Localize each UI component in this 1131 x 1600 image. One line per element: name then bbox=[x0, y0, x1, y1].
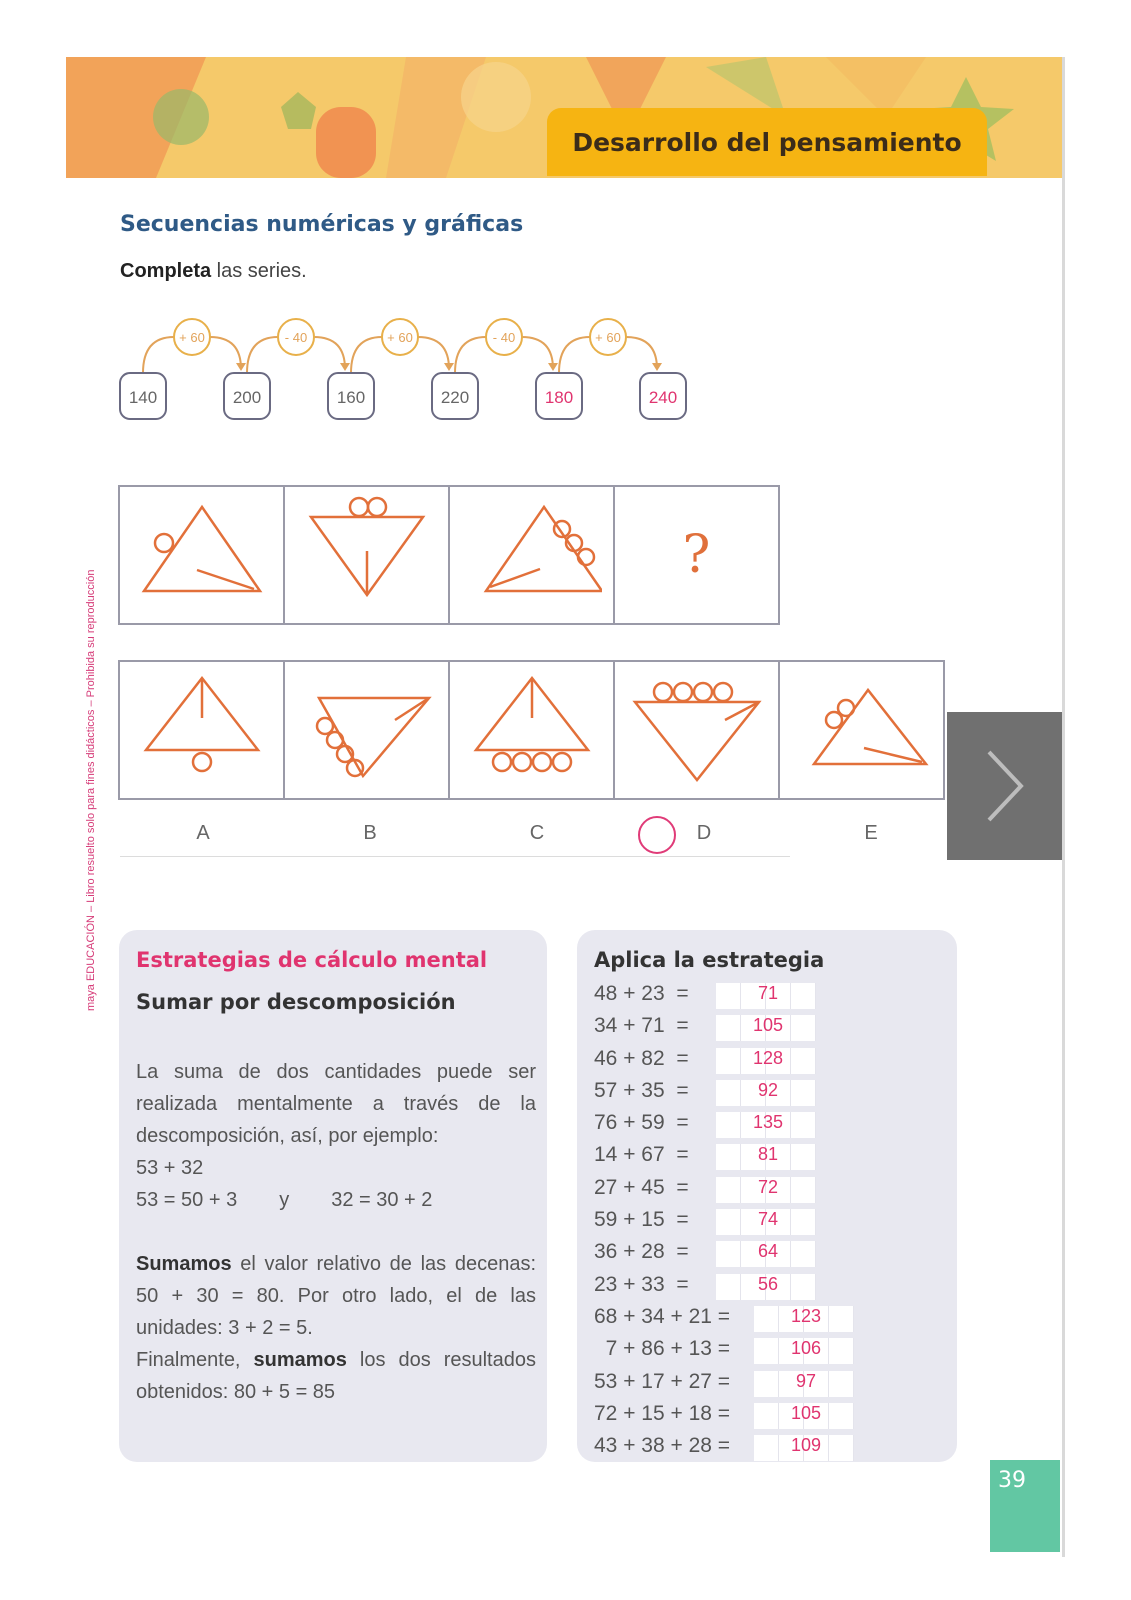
triangle-two-circles-icon bbox=[792, 670, 932, 790]
sequence-number-2 bbox=[224, 373, 270, 419]
apply-row bbox=[594, 1400, 954, 1432]
triangle-four-circles-icon bbox=[462, 670, 602, 790]
p2-bold: Sumamos bbox=[136, 1253, 232, 1275]
sequence-number-text: 140 bbox=[128, 388, 158, 407]
option-label-c: C bbox=[529, 822, 545, 844]
apply-expression: 53 + 17 + 27 = bbox=[594, 1369, 731, 1393]
option-b[interactable] bbox=[283, 660, 450, 800]
strategy-title: Estrategias de cálculo mental bbox=[136, 948, 488, 972]
sequence-number-text: 160 bbox=[336, 388, 366, 407]
apply-expression: 23 + 33 = bbox=[594, 1272, 689, 1296]
divider bbox=[120, 856, 790, 857]
inverted-triangle-four-circles-icon bbox=[627, 670, 767, 790]
series-cell-missing bbox=[613, 485, 780, 625]
inverted-triangle-two-circles-icon bbox=[297, 495, 437, 615]
strategy-paragraph-2 bbox=[136, 1248, 536, 1344]
answer-value: 106 bbox=[790, 1338, 822, 1359]
page-number: 39 bbox=[990, 1460, 1060, 1552]
apply-title: Aplica la estrategia bbox=[594, 948, 825, 972]
triangle-one-circle-icon bbox=[132, 495, 272, 615]
operation-text-3: + 60 bbox=[387, 330, 413, 345]
arrowhead-icon bbox=[444, 363, 454, 371]
apply-expression: 27 + 45 = bbox=[594, 1175, 689, 1199]
apply-expression: 68 + 34 + 21 = bbox=[594, 1304, 731, 1328]
apply-expression: 59 + 15 = bbox=[594, 1208, 689, 1232]
apply-expression: 76 + 59 = bbox=[594, 1111, 689, 1135]
operation-text-1: + 60 bbox=[179, 330, 205, 345]
apply-row bbox=[594, 1012, 954, 1044]
option-labels bbox=[120, 822, 960, 858]
options-row bbox=[118, 660, 943, 800]
apply-row bbox=[594, 1432, 954, 1464]
apply-row bbox=[594, 1045, 954, 1077]
side-copyright-text: maya EDUCACIÓN – Libro resuelto solo para fines didácticos – Prohibida su reproducción bbox=[85, 569, 97, 1011]
question-mark: ? bbox=[682, 525, 711, 585]
apply-expression: 57 + 35 = bbox=[594, 1078, 689, 1102]
sequence-number-3 bbox=[328, 373, 374, 419]
p3-bold: sumamos bbox=[253, 1349, 347, 1371]
apply-row bbox=[594, 1238, 954, 1270]
apply-expression: 34 + 71 = bbox=[594, 1014, 689, 1038]
series-cell-1 bbox=[118, 485, 285, 625]
series-cell-3 bbox=[448, 485, 615, 625]
instruction-verb: Completa bbox=[120, 260, 212, 282]
answer-value: 64 bbox=[757, 1241, 779, 1262]
triangle-three-circles-icon bbox=[462, 495, 602, 615]
sequence-number-text: 180 bbox=[544, 388, 574, 407]
apply-row bbox=[594, 1174, 954, 1206]
sequence-number-text: 240 bbox=[648, 388, 678, 407]
answer-value: 72 bbox=[757, 1176, 779, 1197]
p2-rest: el valor relativo de las decenas: 50 + 30 = 80. Por otro lado, el de las unidades: 3 + 2 = 5. bbox=[136, 1253, 536, 1339]
answer-value: 92 bbox=[757, 1079, 779, 1100]
option-a[interactable] bbox=[118, 660, 285, 800]
answer-value: 56 bbox=[757, 1273, 779, 1294]
apply-row bbox=[594, 1335, 954, 1367]
strategy-paragraph-3 bbox=[136, 1344, 536, 1408]
apply-expression: 43 + 38 + 28 = bbox=[594, 1434, 731, 1458]
section-title: Secuencias numéricas y gráficas bbox=[120, 212, 524, 237]
strategy-subtitle: Sumar por descomposición bbox=[136, 990, 456, 1014]
answer-value: 123 bbox=[790, 1305, 822, 1326]
option-c[interactable] bbox=[448, 660, 615, 800]
apply-expression: 72 + 15 + 18 = bbox=[594, 1401, 731, 1425]
option-label-b: B bbox=[363, 822, 377, 844]
chevron-right-icon bbox=[983, 746, 1027, 826]
instruction-rest: las series. bbox=[211, 260, 307, 282]
apply-row bbox=[594, 1206, 954, 1238]
apply-expression: 46 + 82 = bbox=[594, 1046, 689, 1070]
example-2-part-a: 53 = 50 + 3 bbox=[136, 1189, 238, 1211]
instruction bbox=[120, 260, 307, 283]
sequence-number-text: 200 bbox=[232, 388, 262, 407]
arrowhead-icon bbox=[236, 363, 246, 371]
answer-value: 128 bbox=[752, 1047, 784, 1068]
next-page-button[interactable] bbox=[947, 712, 1062, 860]
strategy-example-2 bbox=[136, 1184, 536, 1216]
operation-text-5: + 60 bbox=[595, 330, 621, 345]
apply-expression: 7 + 86 + 13 = bbox=[594, 1337, 731, 1361]
series-cell-2 bbox=[283, 485, 450, 625]
apply-row bbox=[594, 980, 954, 1012]
graphic-series-row bbox=[118, 485, 778, 625]
sequence-number-4 bbox=[432, 373, 478, 419]
example-2-part-b: y bbox=[279, 1189, 290, 1211]
apply-expression: 36 + 28 = bbox=[594, 1240, 689, 1264]
answer-value: 135 bbox=[752, 1112, 784, 1133]
answer-value: 71 bbox=[757, 983, 779, 1003]
operation-text-2: - 40 bbox=[284, 330, 308, 345]
apply-row bbox=[594, 1141, 954, 1173]
number-sequence bbox=[110, 315, 710, 435]
option-label-a: A bbox=[196, 822, 210, 844]
option-d[interactable] bbox=[613, 660, 780, 800]
apply-row bbox=[594, 1271, 954, 1303]
selected-answer-circle bbox=[638, 816, 676, 854]
answer-value: 81 bbox=[757, 1144, 779, 1165]
arrowhead-icon bbox=[340, 363, 350, 371]
answer-value: 97 bbox=[795, 1370, 817, 1391]
answer-value: 74 bbox=[757, 1209, 779, 1230]
p3-pre: Finalmente, bbox=[136, 1349, 254, 1371]
strategy-example-1: 53 + 32 bbox=[136, 1157, 204, 1179]
strategy-paragraph-1: La suma de dos cantidades puede ser realizada mentalmente a través de la descomposición, así, por ejemplo: bbox=[136, 1061, 536, 1147]
option-e[interactable] bbox=[778, 660, 945, 800]
apply-row bbox=[594, 1077, 954, 1109]
arrowhead-icon bbox=[548, 363, 558, 371]
answer-value: 105 bbox=[752, 1015, 784, 1036]
example-2-part-c: 32 = 30 + 2 bbox=[331, 1189, 433, 1211]
apply-expression: 14 + 67 = bbox=[594, 1143, 689, 1167]
sequence-number-6[interactable] bbox=[640, 373, 686, 419]
apply-rows bbox=[594, 980, 954, 1464]
answer-value: 105 bbox=[790, 1402, 822, 1423]
option-label-e: E bbox=[864, 822, 878, 844]
option-label-d: D bbox=[696, 822, 712, 844]
apply-row bbox=[594, 1368, 954, 1400]
p3-rest: los dos resultados obtenidos: 80 + 5 = 85 bbox=[136, 1349, 536, 1403]
triangle-bottom-circle-icon bbox=[132, 670, 272, 790]
apply-expression: 48 + 23 = bbox=[594, 982, 689, 1005]
sequence-number-5[interactable] bbox=[536, 373, 582, 419]
sequence-number-text: 220 bbox=[440, 388, 470, 407]
apply-row bbox=[594, 1303, 954, 1335]
apply-row bbox=[594, 1109, 954, 1141]
inverted-triangle-side-circles-icon bbox=[297, 670, 437, 790]
sequence-number-1 bbox=[120, 373, 166, 419]
operation-text-4: - 40 bbox=[492, 330, 516, 345]
answer-value: 109 bbox=[790, 1435, 822, 1456]
arrowhead-icon bbox=[652, 363, 662, 371]
header-title: Desarrollo del pensamiento bbox=[547, 108, 987, 176]
